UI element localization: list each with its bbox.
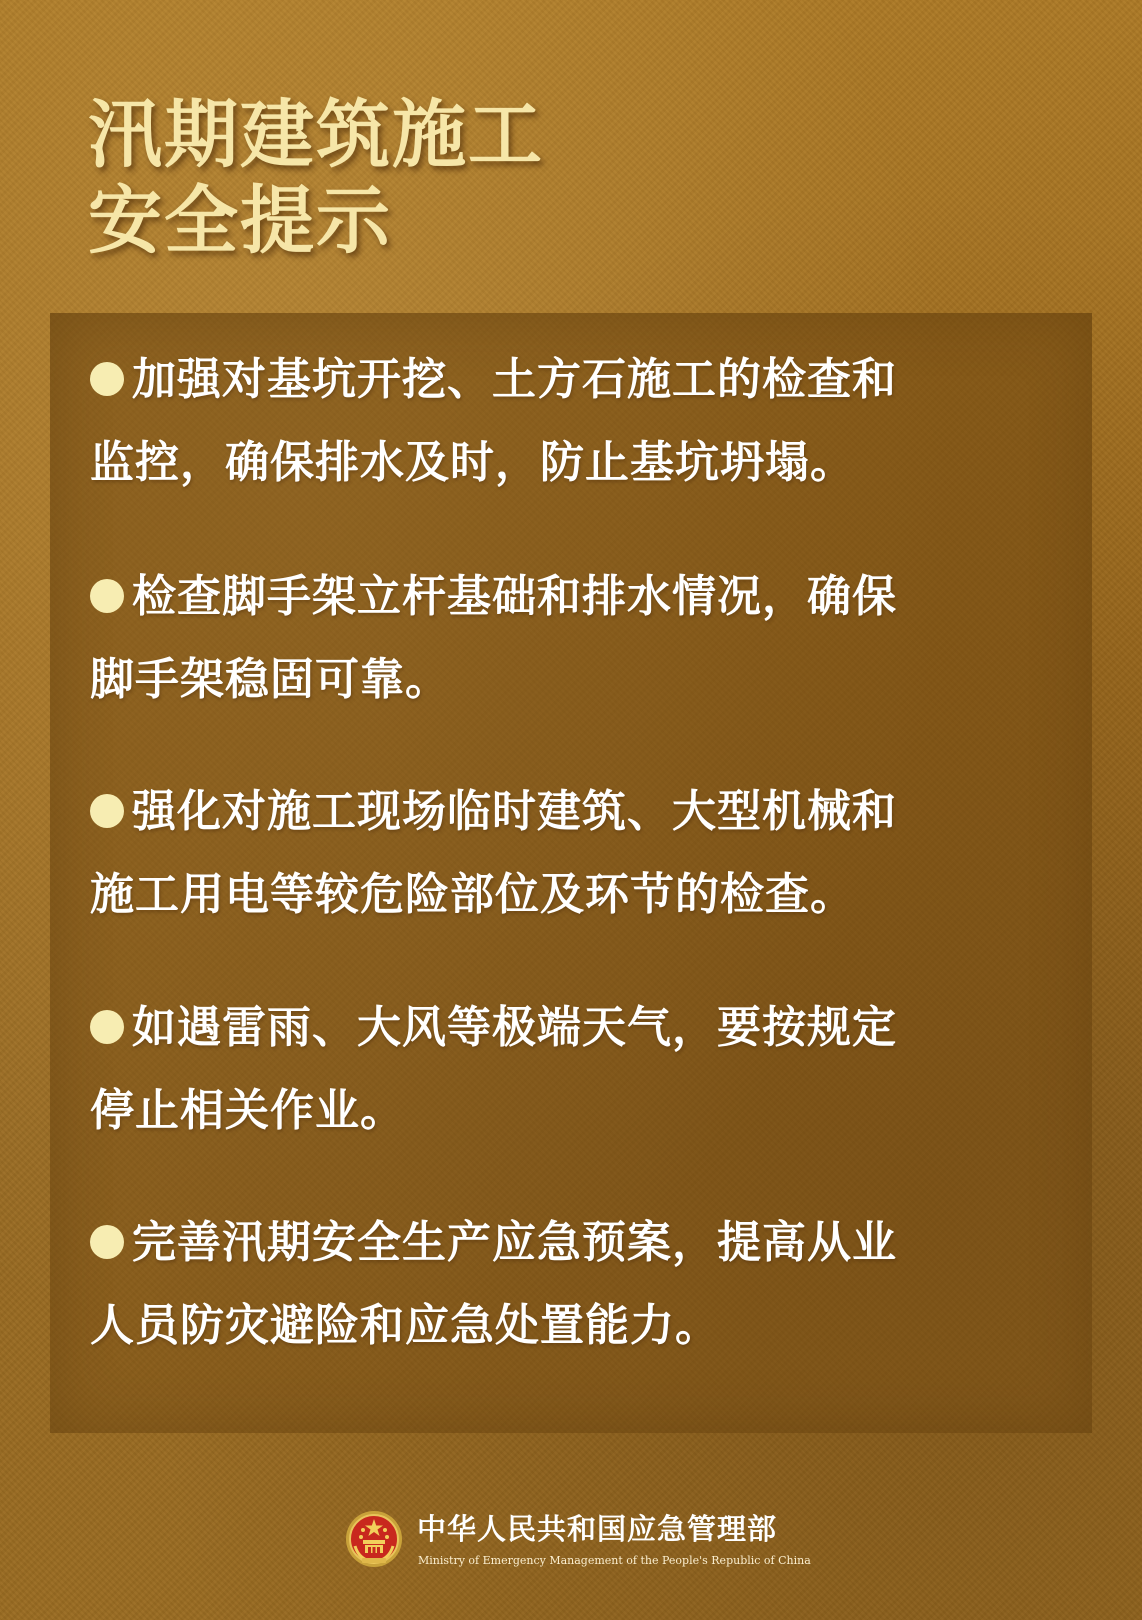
tip-item-3-line-2: 施工用电等较危险部位及环节的检查。 — [90, 869, 855, 920]
tip-item-4-text-1: 如遇雷雨、大风等极端天气，要按规定 — [132, 1002, 897, 1053]
tip-item-1 — [90, 338, 1075, 504]
tip-item-4 — [90, 986, 1075, 1152]
tip-item-1-line-2: 监控，确保排水及时，防止基坑坍塌。 — [90, 437, 855, 488]
tip-item-4-line-1 — [90, 986, 1075, 1069]
tip-item-3 — [90, 770, 1075, 936]
footer — [345, 1510, 815, 1580]
bullet-icon — [90, 1225, 124, 1259]
bullet-icon — [90, 794, 124, 828]
tip-item-2-text-1: 检查脚手架立杆基础和排水情况，确保 — [132, 571, 897, 622]
tips-panel — [50, 313, 1092, 1433]
tip-item-1-text-1: 加强对基坑开挖、土方石施工的检查和 — [132, 354, 897, 405]
tip-item-4-line-2: 停止相关作业。 — [90, 1085, 405, 1136]
national-emblem-icon — [345, 1510, 403, 1568]
title-line-2: 安全提示 — [88, 178, 392, 264]
bullet-icon — [90, 362, 124, 396]
bullet-icon — [90, 1010, 124, 1044]
tip-item-1-line-1 — [90, 338, 1075, 421]
tip-item-2-line-2: 脚手架稳固可靠。 — [90, 654, 450, 705]
tip-item-3-line-1 — [90, 770, 1075, 853]
tip-item-2 — [90, 555, 1075, 721]
tip-item-5-line-2: 人员防灾避险和应急处置能力。 — [90, 1300, 720, 1351]
tip-item-2-line-1 — [90, 555, 1075, 638]
tip-item-3-text-1: 强化对施工现场临时建筑、大型机械和 — [132, 786, 897, 837]
tip-item-5 — [90, 1201, 1075, 1367]
bullet-icon — [90, 579, 124, 613]
org-name-en: Ministry of Emergency Management of the People's Republic of China — [418, 1554, 811, 1567]
tips-list — [50, 313, 1092, 1433]
tip-item-5-text-1: 完善汛期安全生产应急预案，提高从业 — [132, 1217, 897, 1268]
title-line-1: 汛期建筑施工 — [88, 92, 544, 178]
org-name-cn: 中华人民共和国应急管理部 — [417, 1512, 778, 1546]
tip-item-5-line-1 — [90, 1201, 1075, 1284]
poster-title — [88, 92, 544, 264]
